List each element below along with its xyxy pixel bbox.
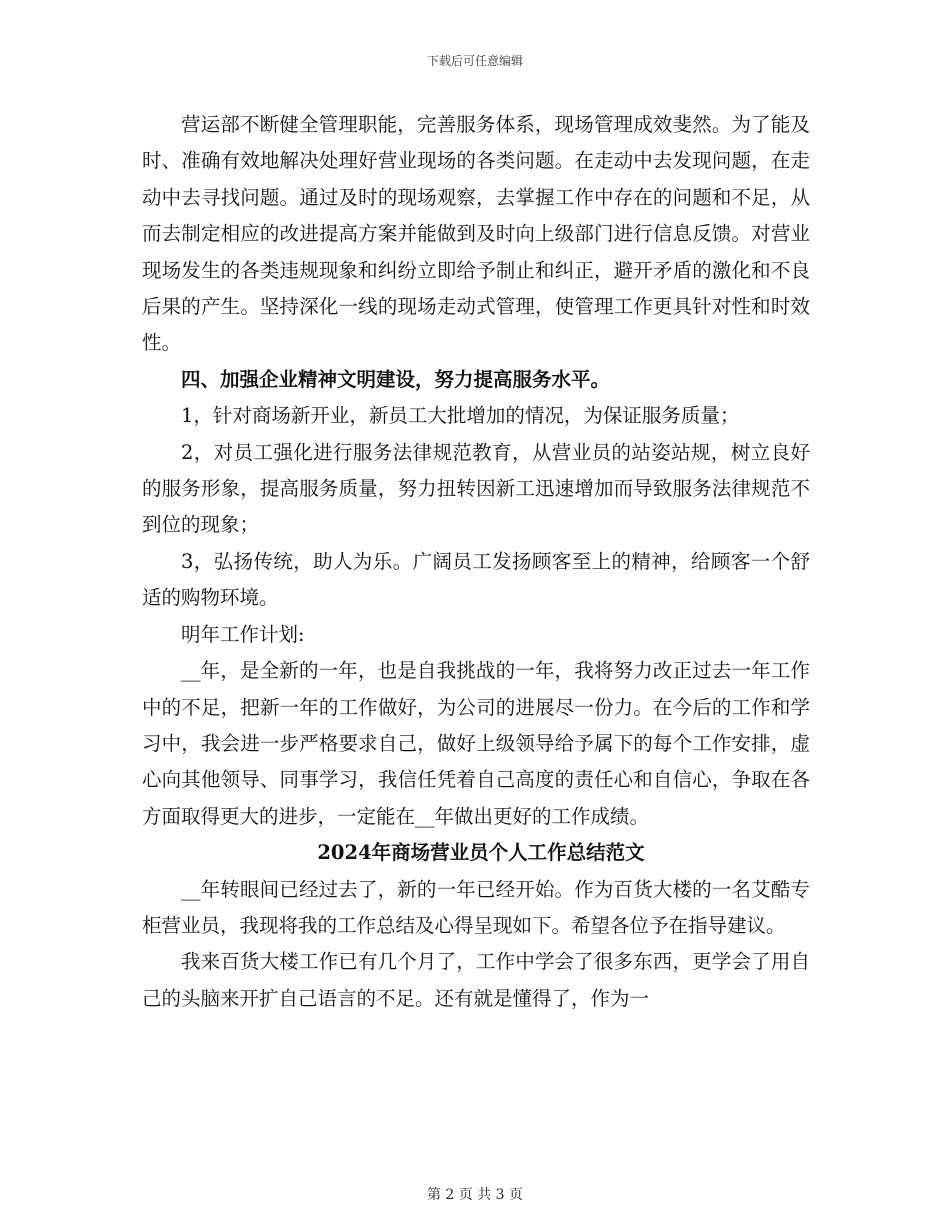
list-item-2: 2，对员工强化进行服务法律规范教育，从营业员的站姿站规，树立良好的服务形象，提高服务质量，努力扭转因新工迅速增加而导致服务法律规范不到位的现象； (142, 440, 810, 537)
document-body (142, 107, 810, 1017)
section-heading-four: 四、加强企业精神文明建设，努力提高服务水平。 (181, 367, 611, 391)
paragraph-plan: __年，是全新的一年，也是自我挑战的一年，我将努力改正过去一年工作中的不足，把新一年的工作做好，为公司的进展尽一份力。在今后的工作和学习中，我会进一步严格要求自己，做好上级领导给予属下的每个工作安排，虚心向其他领导、同事学习，我信任凭着自己高度的责任心和自信心，争取在各方面取得更大的进步，一定能在__年做出更好的工作成绩。 (142, 659, 810, 828)
page-footer: 第 2 页 共 3 页 (426, 1187, 524, 1203)
plan-heading: 明年工作计划: (181, 622, 305, 646)
paragraph-management: 营运部不断健全管理职能，完善服务体系，现场管理成效斐然。为了能及时、准确有效地解决处理好营业现场的各类问题。在走动中去发现问题，在走动中去寻找问题。通过及时的现场观察，去掌握工作中存在的问题和不足，从而去制定相应的改进提高方案并能做到及时向上级部门进行信息反馈。对营业现场发生的各类违规现象和纠纷立即给予制止和纠正，避开矛盾的激化和不良后果的产生。坚持深化一线的现场走动式管理，使管理工作更具针对性和时效性。 (142, 113, 810, 355)
page-header: 下载后可任意编辑 (426, 54, 523, 68)
list-item-3: 3，弘扬传统，助人为乐。广阔员工发扬顾客至上的精神，给顾客一个舒适的购物环境。 (142, 549, 810, 610)
paragraph-intro: __年转眼间已经过去了，新的一年已经开始。作为百货大楼的一名艾酷专柜营业员，我现将我的工作总结及心得呈现如下。希望各位予在指导建议。 (142, 877, 810, 937)
article-title: 2024年商场营业员个人工作总结范文 (317, 841, 645, 865)
list-item-1: 1，针对商场新开业，新员工大批增加的情况，为保证服务质量； (181, 404, 740, 428)
paragraph-experience: 我来百货大楼工作已有几个月了，工作中学会了很多东西，更学会了用自己的头脑来开扩自己语言的不足。还有就是懂得了，作为一 (142, 950, 810, 1010)
